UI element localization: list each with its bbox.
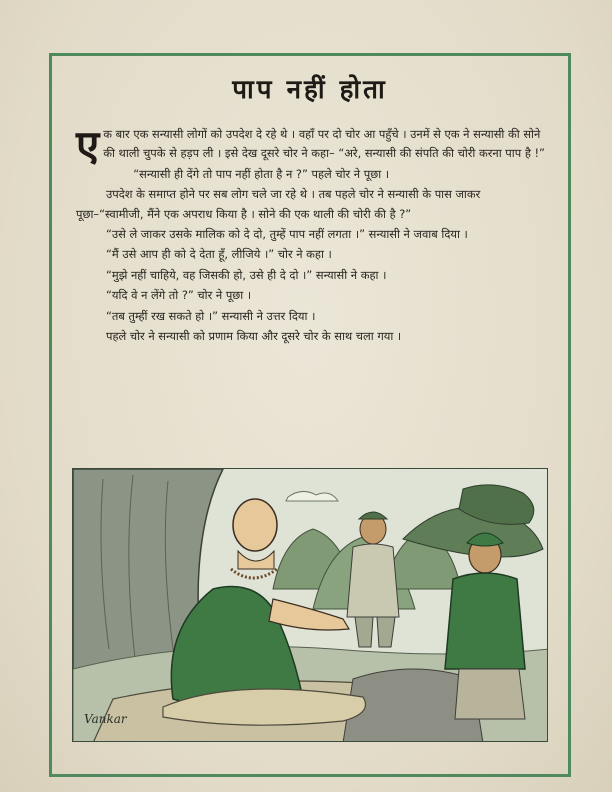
paragraph-1-text: क बार एक सन्यासी लोगों को उपदेश दे रहे थे । वहाँ पर दो चोर आ पहुँचे । उनमें से एक ने सन्यासी की सोने की थाली चुपके से हड़प ली । इसे देख दूसरे चोर ने कहा– “अरे, सन्यासी की संपति की चोरी करना पाप है !” (103, 127, 545, 161)
paragraph-1 (76, 121, 546, 170)
paragraph-4: “उसे ले जाकर उसके मालिक को दे दो, तुम्हें पाप नहीं लगता ।” सन्यासी ने जवाब दिया । (106, 227, 468, 242)
story-text (76, 121, 546, 346)
paragraph-2: “सन्यासी ही देंगे तो पाप नहीं होता है न ?” पहले चोर ने पूछा । (133, 166, 390, 181)
paragraph-3: उपदेश के समाप्त होने पर सब लोग चले जा रहे थे । तब पहले चोर ने सन्यासी के पास जाकर पूछा–“स्वामीजी, मैंने एक अपराध किया है । सोने की एक थाली की चोरी की है ?” (76, 187, 481, 221)
paragraph-7: “यदि वे न लेंगे तो ?” चोर ने पूछा । (106, 288, 252, 303)
illustration-drawing (73, 469, 548, 742)
paragraph-5: “मैं उसे आप ही को दे देता हूँ, लीजिये ।” चोर ने कहा । (106, 247, 332, 262)
thief-1-body (445, 573, 525, 669)
monk-head (233, 499, 277, 551)
paragraph-9: पहले चोर ने सन्यासी को प्रणाम किया और दूसरे चोर के साथ चला गया । (106, 329, 402, 344)
story-illustration (72, 468, 548, 742)
thief-2-body (347, 544, 399, 617)
artist-signature: Vankar (84, 712, 127, 726)
drop-cap: ए (76, 121, 100, 170)
thief-1-legs (455, 669, 525, 719)
story-title: पाप नहीं होता (232, 75, 388, 105)
paragraph-8: “तब तुम्हीं रख सकते हो ।” सन्यासी ने उत्तर दिया । (106, 308, 316, 323)
paragraph-6: “मुझे नहीं चाहिये, वह जिसकी हो, उसे ही दे दो ।” सन्यासी ने कहा । (106, 267, 387, 282)
